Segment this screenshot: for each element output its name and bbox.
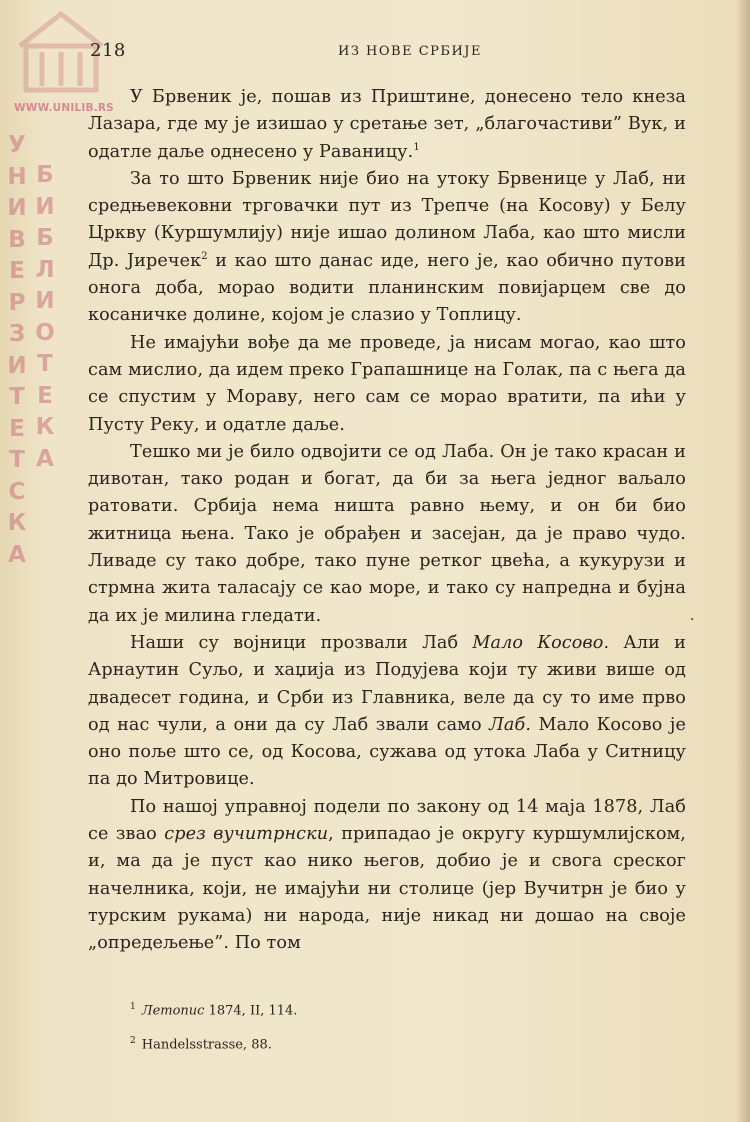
paragraph: Наши су војници прозвали Лаб Мало Косово. Али и Арнаутин Суљо, и хаџија из Подујева који ту живи више од двадесет година, и Срби из Главника, веле да су то име прво од нас чули, а они да су Лаб звали само Лаб. Мало Косово је оно поље што се, од Косова, сужава од утока Лаба у Ситницу па до Митровице. — [88, 632, 686, 790]
paragraph: Тешко ми је било одвојити се од Лаба. Он је тако красан и дивотан, тако родан и богат, да би за њега једног ваљало ратовати. Србија нема ништа равно њему, и он би био житница њена. Тако је обрађен и засејан, да је право чудо. Ливаде су тако добре, тако пуне ретког цвећа, а кукурузи и стрмна жита таласају се као море, и тако су напредна и бујна да их је милина гледати. — [88, 441, 686, 626]
watermark-url: WWW.UNILIB.RS — [14, 102, 114, 114]
watermark-vertical-left: У Н И В Е Р З И Т Е Т С К А — [7, 132, 27, 568]
body-text — [88, 84, 686, 958]
italic-term: Мало Косово. — [472, 632, 610, 653]
italic-term: Лаб. — [489, 714, 532, 735]
footnote: $^2$ Handelsstrasse, 88. — [130, 1036, 272, 1053]
footnote-mark: 2 — [201, 250, 208, 262]
margin-mark: · — [690, 612, 695, 628]
paragraph: По нашој управној подели по закону од 14 маја 1878, Лаб се звао срез вучитрнски, припадао је округу куршумлијском, и, ма да је пуст као нико његов, добио је и свога среског начелника, који, не имајући ни столице (јер Вучитрн је био у турским рукама) ни народа, није никад ни дошао на своје „опредељење”. По том — [88, 796, 686, 954]
running-head: ИЗ НОВЕ СРБИЈЕ — [337, 44, 483, 59]
paragraph: За то што Брвеник није био на утоку Брвенице у Лаб, ни средњевековни трговачки пут из Трепче (на Косову) у Белу Цркву (Куршумлију) није ишао долином Лаба, као што мисли Др. Јиречек$^2$ и као што данас иде, него је, као обично путови онога доба, морао водити планинским повијарцем све до косаничке долине, којом је слазио у Топлицу. — [88, 168, 686, 326]
footnotes — [130, 992, 630, 1061]
watermark-vertical-right: Б И Б Л И О Т Е К А — [35, 162, 55, 472]
page-edge-shadow — [736, 0, 750, 1122]
paragraph: У Брвеник је, пошав из Приштине, донесено тело кнеза Лазара, где му је изишао у сретање зет, „благочастиви” Вук, и одатле даље однесено у Раваницу.$^1$ — [88, 87, 686, 162]
paragraph: Не имајући вође да ме проведе, ја нисам могао, као што сам мислио, да идем преко Грапашнице на Голак, па с њега да се спустим у Мораву, него сам се морао вратити, па ићи у Пусту Реку, и одатле даље. — [88, 332, 686, 435]
footnote-mark: 1 — [413, 141, 420, 153]
footnote: $^1$ Летопис 1874, II, 114. — [130, 1002, 298, 1019]
italic-term: срез вучитрнски — [164, 824, 329, 845]
page-number: 218 — [90, 40, 126, 61]
